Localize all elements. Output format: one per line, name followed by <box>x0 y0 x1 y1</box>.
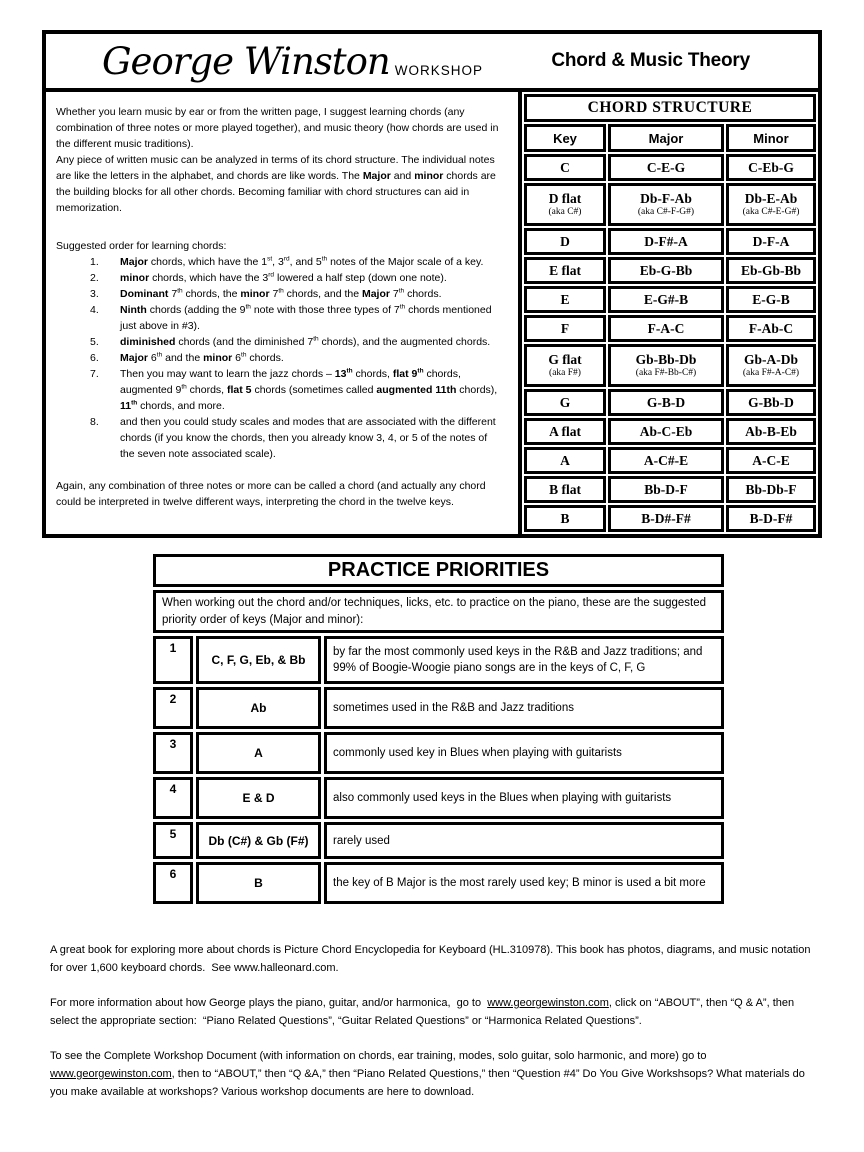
major-notes: Eb-G-Bb <box>639 262 693 278</box>
major-aka: (aka C#-F-G#) <box>637 206 695 217</box>
list-item-text: Then you may want to learn the jazz chords – 13th chords, flat 9th chords, augmented 9th chords, flat 5 chords (sometimes called augmented 11th chords), 11th chords, and more. <box>120 367 498 412</box>
key-cell <box>524 286 606 313</box>
minor-cell <box>726 344 816 387</box>
list-item-number: 8. <box>90 416 99 428</box>
key-name: G flat <box>548 352 582 368</box>
key-name: B flat <box>549 481 581 497</box>
minor-cell <box>726 286 816 313</box>
key-name: G <box>559 394 571 410</box>
chord-row-G <box>524 389 816 416</box>
list-item <box>56 286 508 302</box>
list-item-text: diminished chords (and the diminished 7th chords), and the augmented chords. <box>120 335 491 348</box>
key-name: E <box>560 291 570 307</box>
minor-notes: Db-E-Ab <box>744 191 798 207</box>
minor-cell <box>726 505 816 532</box>
major-notes: C-E-G <box>646 159 686 175</box>
list-title: Suggested order for learning chords: <box>56 240 227 252</box>
footer-paragraph-workshop-doc: To see the Complete Workshop Document (with information on chords, ear training, modes, solo guitar, solo harmonic, and more) go to www.georgewinston.com, then to “ABOUT,” then “Q &A,” then “Piano Related Questions,” then “Question #4” Do You Give Workshsops? What materials do you make available at workshops? Various workshop documents are here to download. <box>50 1050 805 1098</box>
list-item-number: 3. <box>90 288 99 300</box>
priority-keys: C, F, G, Eb, & Bb <box>196 636 321 684</box>
priority-description: also commonly used keys in the Blues when playing with guitarists <box>324 777 724 819</box>
key-name: B <box>560 510 570 526</box>
key-name: C <box>560 159 570 175</box>
major-notes: G-B-D <box>646 394 686 410</box>
major-cell <box>608 389 724 416</box>
priority-number: 5 <box>153 822 193 859</box>
minor-aka: (aka C#-E-G#) <box>742 206 800 217</box>
chord-row-Gflat <box>524 344 816 387</box>
priority-description: commonly used key in Blues when playing with guitarists <box>324 732 724 774</box>
minor-cell <box>726 389 816 416</box>
key-name: D <box>560 233 570 249</box>
major-notes: Gb-Bb-Db <box>635 352 697 368</box>
priority-number: 2 <box>153 687 193 729</box>
key-cell <box>524 447 606 474</box>
major-cell <box>608 505 724 532</box>
minor-notes: G-Bb-D <box>748 394 794 410</box>
chord-structure-panel <box>518 92 818 534</box>
major-cell <box>608 286 724 313</box>
list-item <box>56 254 508 270</box>
practice-row <box>153 777 724 819</box>
major-aka: (aka F#-Bb-C#) <box>635 367 697 378</box>
chord-row-E <box>524 286 816 313</box>
minor-notes: D-F-A <box>752 233 790 249</box>
practice-intro: When working out the chord and/or techniques, licks, etc. to practice on the piano, these are the suggested priority order of keys (Major and minor): <box>153 590 724 633</box>
practice-row <box>153 732 724 774</box>
intro-outro-paragraph: Again, any combination of three notes or more can be called a chord (and actually any chord could be interpreted in twelve different ways, interpreting the chord in the twelve keys. <box>56 480 486 508</box>
list-item <box>56 350 508 366</box>
minor-notes: E-G-B <box>752 291 790 307</box>
list-item <box>56 414 508 462</box>
key-aka: (aka F#) <box>549 367 581 378</box>
chord-row-B <box>524 505 816 532</box>
list-item-number: 4. <box>90 304 99 316</box>
key-cell <box>524 257 606 284</box>
chord-table-title-row <box>524 94 816 122</box>
column-header-minor: Minor <box>726 124 816 152</box>
key-name: A flat <box>549 423 581 439</box>
practice-row <box>153 687 724 729</box>
major-cell <box>608 344 724 387</box>
footer-notes <box>50 941 822 1118</box>
logo-script-text: George Winston <box>102 39 390 83</box>
major-cell <box>608 418 724 445</box>
column-header-major: Major <box>608 124 724 152</box>
priority-keys: Db (C#) & Gb (F#) <box>196 822 321 859</box>
list-item <box>56 302 508 334</box>
key-name: F <box>560 320 570 336</box>
practice-title: PRACTICE PRIORITIES <box>153 554 724 587</box>
key-cell <box>524 505 606 532</box>
minor-cell <box>726 315 816 342</box>
list-item-text: minor chords, which have the 3rd lowered a half step (down one note). <box>120 271 447 284</box>
chord-row-A <box>524 447 816 474</box>
minor-cell <box>726 447 816 474</box>
chord-learning-list <box>56 254 508 462</box>
chord-row-Eflat <box>524 257 816 284</box>
priority-description: by far the most commonly used keys in the R&B and Jazz traditions; and 99% of Boogie-Woogie piano songs are in the keys of C, F, G <box>324 636 724 684</box>
major-cell <box>608 228 724 255</box>
list-item-number: 7. <box>90 368 99 380</box>
key-name: E flat <box>549 262 581 278</box>
list-item-number: 2. <box>90 272 99 284</box>
footer-paragraph-more-info: For more information about how George plays the piano, guitar, and/or harmonica, go to www.georgewinston.com, click on “ABOUT”, then “Q & A”, then select the appropriate section: “Piano Related Questions”, “Guitar Related Questions” or “Harmonica Related Questions”. <box>50 997 795 1027</box>
priority-number: 3 <box>153 732 193 774</box>
george-winston-logo <box>102 39 484 83</box>
chord-row-D <box>524 228 816 255</box>
priority-number: 1 <box>153 636 193 684</box>
minor-notes: A-C-E <box>752 452 790 468</box>
major-cell <box>608 447 724 474</box>
practice-title-row <box>153 554 724 587</box>
minor-notes: B-D-F# <box>749 510 793 526</box>
page-title: Chord & Music Theory <box>551 50 750 71</box>
key-cell <box>524 228 606 255</box>
georgewinston-link[interactable]: www.georgewinston.com <box>487 997 609 1009</box>
minor-cell <box>726 257 816 284</box>
chord-table-title: CHORD STRUCTURE <box>524 94 816 122</box>
minor-aka: (aka F#-A-C#) <box>742 367 800 378</box>
list-item-number: 1. <box>90 256 99 268</box>
logo-workshop-text: WORKSHOP <box>394 62 484 78</box>
priority-keys: Ab <box>196 687 321 729</box>
main-body <box>46 92 818 534</box>
chord-row-F <box>524 315 816 342</box>
minor-notes: Gb-A-Db <box>743 352 798 368</box>
practice-row <box>153 636 724 684</box>
major-cell <box>608 154 724 181</box>
key-cell <box>524 418 606 445</box>
major-cell <box>608 183 724 226</box>
intro-text-column <box>46 92 518 534</box>
priority-number: 6 <box>153 862 193 904</box>
major-cell <box>608 315 724 342</box>
list-item-text: and then you could study scales and modes that are associated with the different chords (if you know the chords, then you already know 3, 4, or 5 of the notes of the seven note associated scale). <box>120 416 496 460</box>
list-item <box>56 366 508 414</box>
major-notes: D-F#-A <box>644 233 688 249</box>
major-notes: F-A-C <box>647 320 685 336</box>
chord-structure-table <box>522 92 818 534</box>
georgewinston-link[interactable]: www.georgewinston.com <box>50 1068 172 1080</box>
major-notes: B-D#-F# <box>641 510 691 526</box>
major-notes: A-C#-E <box>643 452 689 468</box>
main-box <box>42 30 822 538</box>
major-notes: Ab-C-Eb <box>639 423 693 439</box>
intro-paragraph-2: Any piece of written music can be analyzed in terms of its chord structure. The individual notes are like the letters in the alphabet, and chords are like words. The Major and minor chords are the building blocks for all other chords. Becoming familiar with chord structures can aid in memorization. <box>56 154 496 214</box>
priority-keys: B <box>196 862 321 904</box>
key-cell <box>524 154 606 181</box>
list-item-text: Major chords, which have the 1st, 3rd, and 5th notes of the Major scale of a key. <box>120 255 484 268</box>
key-cell <box>524 183 606 226</box>
minor-cell <box>726 476 816 503</box>
practice-row <box>153 822 724 859</box>
major-notes: Db-F-Ab <box>640 191 692 207</box>
list-item <box>56 270 508 286</box>
chord-row-Dflat <box>524 183 816 226</box>
chord-row-Aflat <box>524 418 816 445</box>
priority-keys: E & D <box>196 777 321 819</box>
chord-row-C <box>524 154 816 181</box>
key-cell <box>524 476 606 503</box>
document-header <box>46 34 818 92</box>
priority-description: rarely used <box>324 822 724 859</box>
key-cell <box>524 344 606 387</box>
minor-cell <box>726 418 816 445</box>
footer-paragraph-book: A great book for exploring more about chords is Picture Chord Encyclopedia for Keyboard (HL.310978). This book has photos, diagrams, and music notation for over 1,600 keyboard chords. See www.halleonard.com. <box>50 944 811 974</box>
major-cell <box>608 257 724 284</box>
chord-row-Bflat <box>524 476 816 503</box>
minor-notes: Eb-Gb-Bb <box>740 262 802 278</box>
chord-table-header-row <box>524 124 816 152</box>
minor-notes: Bb-Db-F <box>745 481 797 497</box>
column-header-key: Key <box>524 124 606 152</box>
list-item-text: Dominant 7th chords, the minor 7th chords, and the Major 7th chords. <box>120 287 442 300</box>
practice-row <box>153 862 724 904</box>
priority-keys: A <box>196 732 321 774</box>
minor-notes: F-Ab-C <box>748 320 794 336</box>
intro-paragraph-1: Whether you learn music by ear or from the written page, I suggest learning chords (any combination of three notes or more played together), and music theory (how chords are used in the different music traditions). <box>56 106 499 150</box>
major-notes: E-G#-B <box>643 291 689 307</box>
minor-notes: C-Eb-G <box>748 159 794 175</box>
key-aka: (aka C#) <box>548 206 582 217</box>
major-notes: Bb-D-F <box>644 481 688 497</box>
practice-intro-row <box>153 590 724 633</box>
key-name: D flat <box>548 191 582 207</box>
minor-cell <box>726 154 816 181</box>
list-item-text: Major 6th and the minor 6th chords. <box>120 351 284 364</box>
major-cell <box>608 476 724 503</box>
priority-description: sometimes used in the R&B and Jazz traditions <box>324 687 724 729</box>
priority-number: 4 <box>153 777 193 819</box>
list-item-number: 6. <box>90 352 99 364</box>
key-cell <box>524 389 606 416</box>
minor-cell <box>726 183 816 226</box>
list-item-number: 5. <box>90 336 99 348</box>
minor-cell <box>726 228 816 255</box>
priority-description: the key of B Major is the most rarely used key; B minor is used a bit more <box>324 862 724 904</box>
list-item-text: Ninth chords (adding the 9th note with those three types of 7th chords mentioned just above in #3). <box>120 303 492 332</box>
practice-priorities-table <box>150 551 727 907</box>
minor-notes: Ab-B-Eb <box>745 423 797 439</box>
key-name: A <box>560 452 570 468</box>
key-cell <box>524 315 606 342</box>
list-item <box>56 334 508 350</box>
